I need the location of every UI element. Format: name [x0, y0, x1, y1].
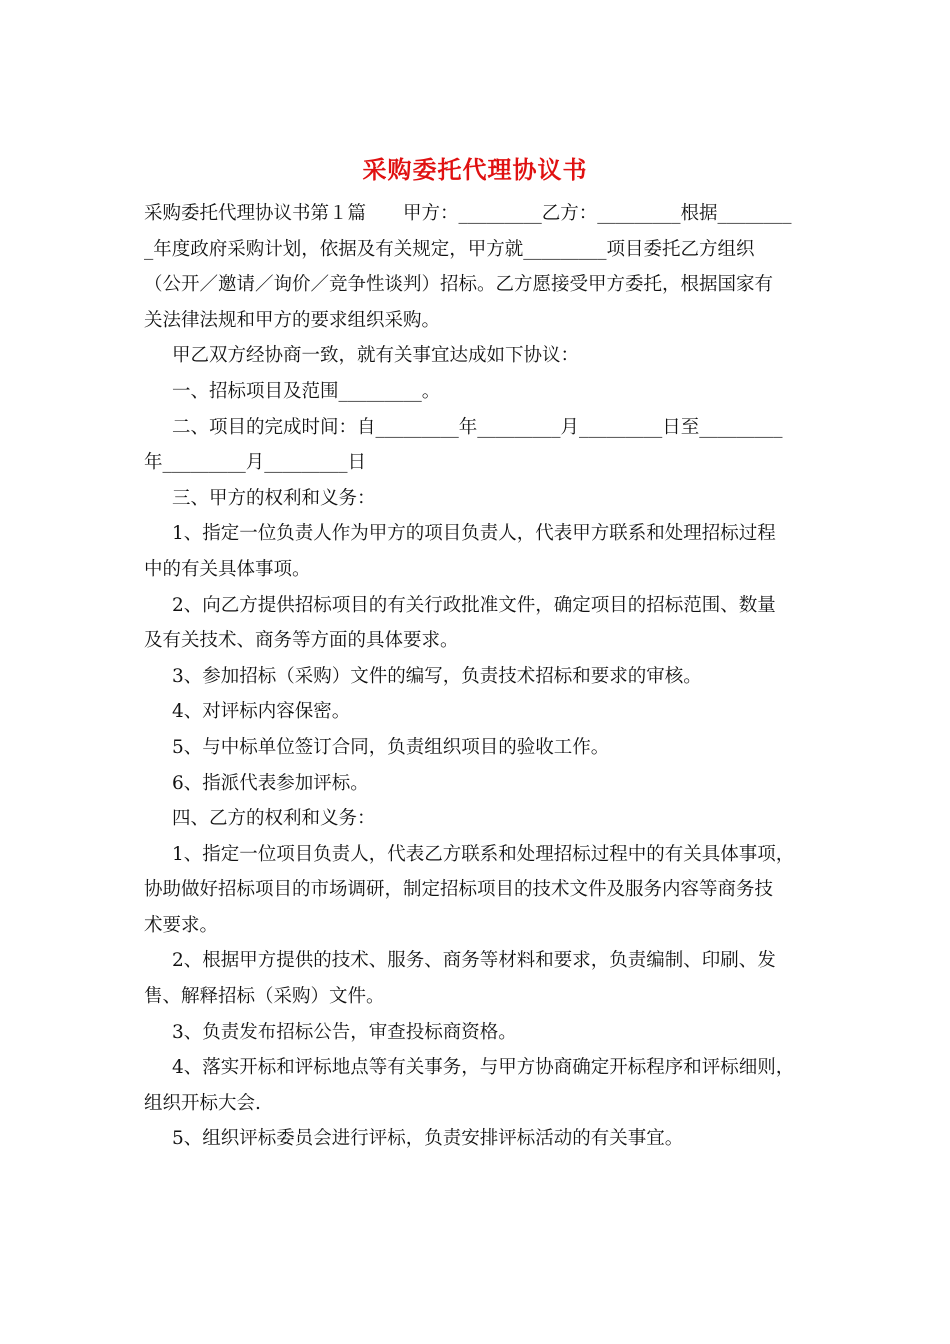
document-body — [144, 196, 808, 1157]
text-line: 协助做好招标项目的市场调研，制定招标项目的技术文件及服务内容等商务技 — [144, 879, 774, 901]
text-line: 四、乙方的权利和义务： — [172, 808, 376, 830]
text-line: 及有关技术、商务等方面的具体要求。 — [144, 630, 459, 652]
document-title: 采购委托代理协议书 — [362, 155, 588, 184]
text-line: 5、与中标单位签订合同，负责组织项目的验收工作。 — [172, 736, 610, 758]
text-line: 4、落实开标和评标地点等有关事务，与甲方协商确定开标程序和评标细则， — [172, 1057, 795, 1079]
text-line: 3、参加招标（采购）文件的编写，负责技术招标和要求的审核。 — [172, 665, 702, 687]
text-line: 三、甲方的权利和义务： — [172, 487, 376, 509]
text-line: 售、解释招标（采购）文件。 — [144, 986, 385, 1008]
text-line: 1、指定一位负责人作为甲方的项目负责人，代表甲方联系和处理招标过程 — [172, 523, 776, 545]
text-line: 组织开标大会. — [144, 1092, 261, 1114]
text-line: 2、根据甲方提供的技术、服务、商务等材料和要求，负责编制、印刷、发 — [172, 950, 776, 972]
text-line: 年_________月_________日 — [144, 452, 367, 474]
text-line: 3、负责发布招标公告，审查投标商资格。 — [172, 1021, 517, 1043]
text-line: 5、组织评标委员会进行评标，负责安排评标活动的有关事宜。 — [172, 1128, 684, 1150]
text-line: 采购委托代理协议书第１篇 甲方：_________乙方：_________根据________ — [144, 203, 792, 224]
text-line: 4、对评标内容保密。 — [172, 701, 351, 723]
text-line: 中的有关具体事项。 — [144, 558, 311, 580]
text-line: 术要求。 — [144, 914, 219, 936]
text-line: 1、指定一位项目负责人，代表乙方联系和处理招标过程中的有关具体事项， — [172, 843, 795, 865]
text-line: 甲乙双方经协商一致，就有关事宜达成如下协议： — [172, 345, 580, 367]
text-line: 一、招标项目及范围_________。 — [172, 380, 441, 402]
text-line: 关法律法规和甲方的要求组织采购。 — [144, 309, 441, 331]
text-line: 二、项目的完成时间：自_________年_________月_________日至_________ — [172, 416, 783, 438]
text-line: _年度政府采购计划，依据及有关规定，甲方就_________项目委托乙方组织 — [144, 238, 755, 260]
text-line: （公开／邀请／询价／竞争性谈判）招标。乙方愿接受甲方委托，根据国家有 — [144, 274, 774, 296]
text-line: 2、向乙方提供招标项目的有关行政批准文件，确定项目的招标范围、数量 — [172, 594, 776, 616]
text-line: 6、指派代表参加评标。 — [172, 772, 369, 794]
